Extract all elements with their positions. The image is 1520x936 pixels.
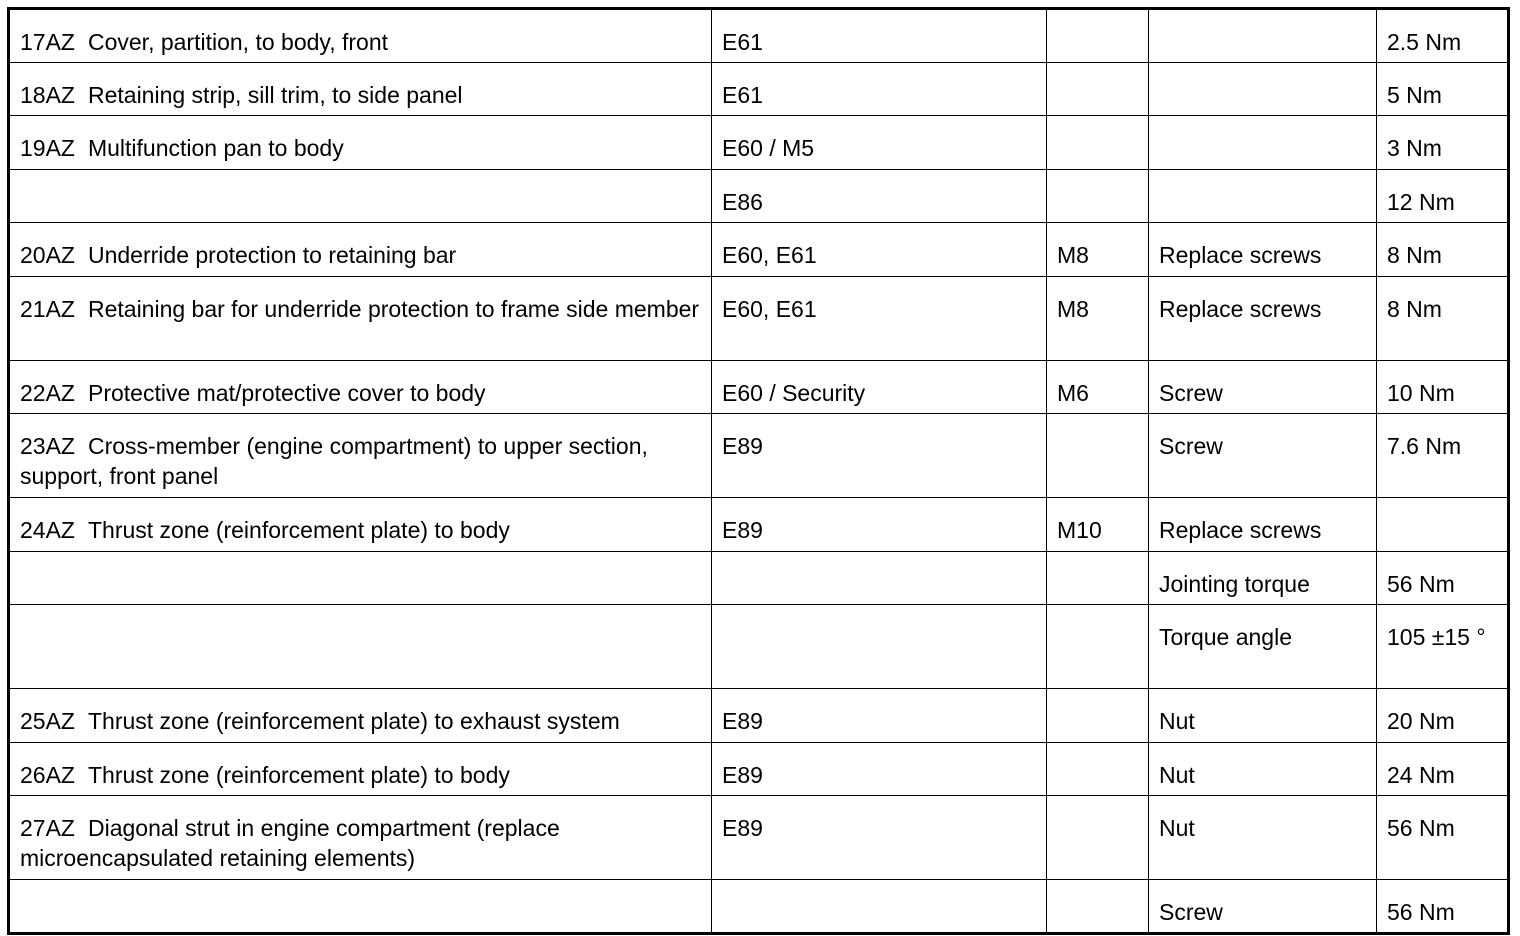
description-cell [9,223,712,277]
table-row [9,169,1509,223]
thread-cell: M8 [1047,276,1149,360]
item-description: Thrust zone (reinforcement plate) to exhaust system [87,708,620,734]
note-cell: Screw [1149,414,1377,498]
table-row [9,9,1509,63]
table-row [9,360,1509,414]
torque-cell: 5 Nm [1377,62,1509,116]
item-description: Retaining strip, sill trim, to side panel [87,81,463,108]
description-cell [9,414,712,498]
model-cell: E60 / Security [712,360,1047,414]
table-row [9,223,1509,277]
thread-cell [1047,62,1149,116]
item-description: Protective mat/protective cover to body [87,379,486,406]
thread-cell: M8 [1047,223,1149,277]
note-cell [1149,116,1377,170]
model-cell [712,551,1047,605]
thread-cell [1047,414,1149,498]
thread-cell [1047,551,1149,605]
torque-specification-sheet [7,7,1507,929]
model-cell [712,605,1047,689]
item-code: 18AZ [20,81,75,108]
item-description: Diagonal strut in engine compartment (replace microencapsulated retaining elements) [20,815,560,871]
item-code: 21AZ [20,295,75,322]
item-code: 27AZ [20,815,75,841]
thread-cell [1047,796,1149,880]
table-row [9,605,1509,689]
description-cell [9,169,712,223]
note-cell: Torque angle [1149,605,1377,689]
note-cell: Screw [1149,880,1377,934]
torque-cell: 3 Nm [1377,116,1509,170]
description-cell [9,605,712,689]
torque-cell: 56 Nm [1377,880,1509,934]
item-code: 23AZ [20,433,75,459]
table-row [9,796,1509,880]
thread-cell [1047,742,1149,796]
table-row [9,116,1509,170]
item-code: 20AZ [20,242,75,268]
description-cell [9,276,712,360]
model-cell [712,880,1047,934]
torque-cell: 56 Nm [1377,796,1509,880]
torque-cell: 7.6 Nm [1377,414,1509,498]
torque-cell: 56 Nm [1377,551,1509,605]
torque-cell: 2.5 Nm [1377,9,1509,63]
item-code: 26AZ [20,761,75,788]
thread-cell [1047,880,1149,934]
model-cell: E89 [712,742,1047,796]
torque-cell: 8 Nm [1377,276,1509,360]
torque-cell [1377,498,1509,552]
note-cell: Replace screws [1149,276,1377,360]
table-row [9,551,1509,605]
thread-cell: M10 [1047,498,1149,552]
model-cell: E89 [712,796,1047,880]
note-cell: Nut [1149,689,1377,743]
item-description: Thrust zone (reinforcement plate) to body [87,517,510,543]
torque-cell: 20 Nm [1377,689,1509,743]
item-code: 22AZ [20,379,75,406]
description-cell [9,796,712,880]
table-row [9,742,1509,796]
thread-cell [1047,689,1149,743]
item-description: Cover, partition, to body, front [87,29,388,55]
description-cell [9,498,712,552]
model-cell: E60, E61 [712,276,1047,360]
model-cell: E86 [712,169,1047,223]
model-cell: E61 [712,9,1047,63]
table-row [9,62,1509,116]
note-cell [1149,169,1377,223]
description-cell [9,9,712,63]
model-cell: E89 [712,689,1047,743]
description-cell [9,742,712,796]
table-row [9,498,1509,552]
thread-cell [1047,116,1149,170]
model-cell: E89 [712,498,1047,552]
note-cell: Replace screws [1149,498,1377,552]
item-code: 24AZ [20,517,75,543]
note-cell: Jointing torque [1149,551,1377,605]
description-cell [9,116,712,170]
item-code: 25AZ [20,708,75,734]
torque-cell: 105 ±15 ° [1377,605,1509,689]
note-cell: Nut [1149,796,1377,880]
description-cell [9,360,712,414]
note-cell: Replace screws [1149,223,1377,277]
item-description: Thrust zone (reinforcement plate) to body [87,761,510,788]
model-cell: E60 / M5 [712,116,1047,170]
item-code: 17AZ [20,29,75,55]
torque-cell: 12 Nm [1377,169,1509,223]
description-cell [9,62,712,116]
item-description: Retaining bar for underride protection to frame side member [87,295,700,322]
thread-cell: M6 [1047,360,1149,414]
note-cell [1149,62,1377,116]
table-row [9,689,1509,743]
note-cell: Nut [1149,742,1377,796]
torque-cell: 10 Nm [1377,360,1509,414]
note-cell [1149,9,1377,63]
item-description: Multifunction pan to body [87,135,344,161]
item-description: Underride protection to retaining bar [87,242,457,268]
note-cell: Screw [1149,360,1377,414]
description-cell [9,880,712,934]
item-code: 19AZ [20,135,75,161]
thread-cell [1047,169,1149,223]
thread-cell [1047,9,1149,63]
model-cell: E60, E61 [712,223,1047,277]
torque-cell: 8 Nm [1377,223,1509,277]
thread-cell [1047,605,1149,689]
item-description: Cross-member (engine compartment) to upper section, support, front panel [20,433,648,489]
torque-table [7,7,1510,935]
model-cell: E89 [712,414,1047,498]
description-cell [9,689,712,743]
table-row [9,880,1509,934]
table-row [9,276,1509,360]
description-cell [9,551,712,605]
table-row [9,414,1509,498]
torque-cell: 24 Nm [1377,742,1509,796]
model-cell: E61 [712,62,1047,116]
